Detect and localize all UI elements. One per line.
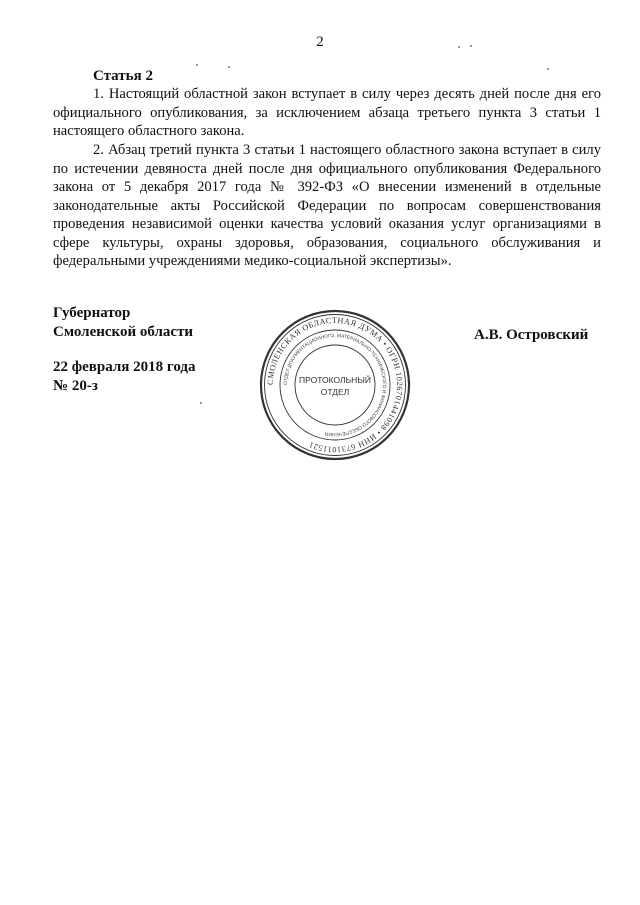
signatory-position-line2: Смоленской области (53, 324, 194, 340)
law-date: 22 февраля 2018 года (53, 359, 196, 375)
article-paragraph-1: 1. Настоящий областной закон вступает в силу через десять дней после дня его официального опубликования, за исключением абзаца третьего пункта 3 статьи 1 настоящего областного закона. (53, 86, 601, 139)
official-seal (258, 308, 412, 462)
signatory-title (53, 304, 193, 342)
scan-speck (196, 64, 198, 66)
seal-inner-text: ОТДЕЛ ДОКУМЕНТАЦИОННОГО, МАТЕРИАЛЬНО-ТЕХНИЧЕСКОГО И ФИНАНСОВОГО ОБЕСПЕЧЕНИЯ (283, 333, 387, 437)
law-date-block (53, 358, 196, 396)
seal-center-line1: ПРОТОКОЛЬНЫЙ (299, 375, 371, 385)
scan-speck (228, 66, 230, 68)
scan-speck (547, 68, 549, 70)
article-title: Статья 2 (93, 68, 153, 84)
seal-graphic (258, 308, 412, 462)
scan-speck (470, 45, 472, 47)
signatory-name: А.В. Островский (474, 327, 589, 343)
seal-outer-text: СМОЛЕНСКАЯ ОБЛАСТНАЯ ДУМА • ОГРН 1026701441098 • ИНН 6731011521 (265, 315, 405, 455)
seal-center-line2: ОТДЕЛ (320, 387, 350, 397)
scan-speck (200, 402, 202, 404)
signatory-position-line1: Губернатор (53, 305, 131, 321)
scan-speck (458, 46, 460, 48)
law-number: № 20-з (53, 378, 98, 394)
page-number: 2 (316, 34, 324, 50)
article-paragraph-2: 2. Абзац третий пункта 3 статьи 1 настоящего областного закона вступает в силу по истечении девяноста дней после дня официального опубликования Федерального закона от 5 декабря 2017 года № 392-ФЗ «О внесении изменений в отдельные законодательные акты Российской Федерации по вопросам совершенствования проведения независимой оценки качества условий оказания услуг организациями в сфере культуры, охраны здоровья, образования, социального обслуживания и федеральными учреждениями медико-социальной экспертизы». (53, 142, 601, 269)
